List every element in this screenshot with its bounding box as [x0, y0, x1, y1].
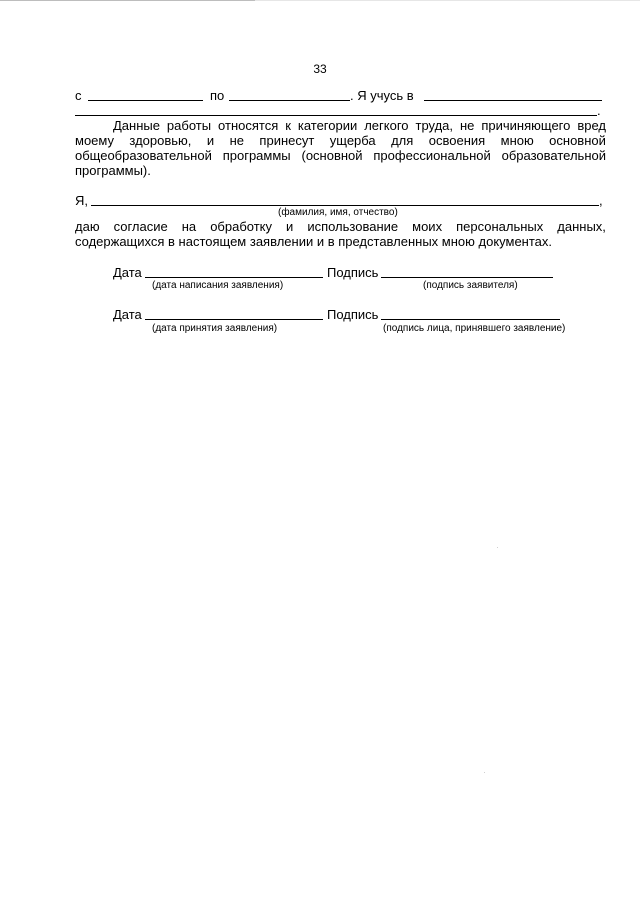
- consent-line-2: содержащихся в настоящем заявлении и в представленных мною документах.: [75, 234, 553, 249]
- paragraph-line-4: программы).: [75, 163, 151, 178]
- acceptance-date-caption: (дата принятия заявления): [152, 323, 278, 334]
- word: ущерба: [329, 133, 376, 148]
- word: основной: [549, 133, 606, 148]
- word: использование: [307, 219, 399, 234]
- consent-paragraph: [75, 219, 606, 249]
- word: профессиональной: [373, 148, 491, 163]
- word: освоения: [428, 133, 486, 148]
- paragraph-line-2: [75, 133, 606, 148]
- scan-speck: [484, 772, 485, 773]
- scan-edge-line-faint: [255, 0, 640, 1]
- application-date-field[interactable]: [145, 277, 323, 278]
- word: и: [286, 219, 294, 234]
- word: и: [206, 133, 215, 148]
- from-label: с: [75, 88, 82, 103]
- line-end-dot: .: [597, 103, 601, 118]
- word: согласие: [113, 219, 168, 234]
- full-name-caption: (фамилия, имя, отчество): [278, 207, 398, 218]
- study-label: . Я учусь в: [350, 88, 414, 103]
- word: моему: [75, 133, 114, 148]
- to-label: по: [210, 88, 225, 103]
- from-date-field[interactable]: [88, 100, 203, 101]
- paragraph-line-1: [75, 118, 606, 133]
- signature-label-2: Подпись: [327, 307, 379, 322]
- word: образовательной: [501, 148, 606, 163]
- word: принесут: [259, 133, 315, 148]
- application-date-caption: (дата написания заявления): [152, 280, 284, 291]
- i-label: Я,: [75, 193, 88, 208]
- scan-speck: [497, 547, 498, 548]
- full-name-end-comma: ,: [599, 193, 603, 208]
- school-field[interactable]: [424, 100, 602, 101]
- word: программы: [222, 148, 291, 163]
- paragraph-line-3: [75, 148, 606, 163]
- date-label-1: Дата: [113, 265, 142, 280]
- acceptance-date-field[interactable]: [145, 319, 323, 320]
- date-label-2: Дата: [113, 307, 142, 322]
- applicant-signature-caption: (подпись заявителя): [423, 280, 518, 291]
- word: обработку: [210, 219, 273, 234]
- applicant-signature-field[interactable]: [381, 277, 553, 278]
- consent-line-1: [75, 219, 606, 234]
- school-field-continuation[interactable]: [75, 115, 597, 116]
- word: мною: [500, 133, 534, 148]
- word: не: [229, 133, 244, 148]
- scan-edge-line: [0, 0, 255, 1]
- word: персональных: [456, 219, 544, 234]
- to-date-field[interactable]: [229, 100, 350, 101]
- word: моих: [412, 219, 443, 234]
- word: на: [181, 219, 197, 234]
- full-name-field[interactable]: [91, 205, 599, 206]
- word: даю: [75, 219, 100, 234]
- word: общеобразовательной: [75, 148, 212, 163]
- work-category-paragraph: [75, 118, 606, 178]
- word: данных,: [557, 219, 606, 234]
- paragraph-line-1-text: Данные работы относятся к категории легкого труда, не причиняющего вред: [113, 118, 606, 133]
- word: для: [391, 133, 414, 148]
- word: здоровью,: [129, 133, 192, 148]
- receiver-signature-caption: (подпись лица, принявшего заявление): [383, 323, 566, 334]
- signature-label-1: Подпись: [327, 265, 379, 280]
- receiver-signature-field[interactable]: [381, 319, 560, 320]
- page-number: 33: [313, 62, 327, 76]
- word: (основной: [301, 148, 363, 163]
